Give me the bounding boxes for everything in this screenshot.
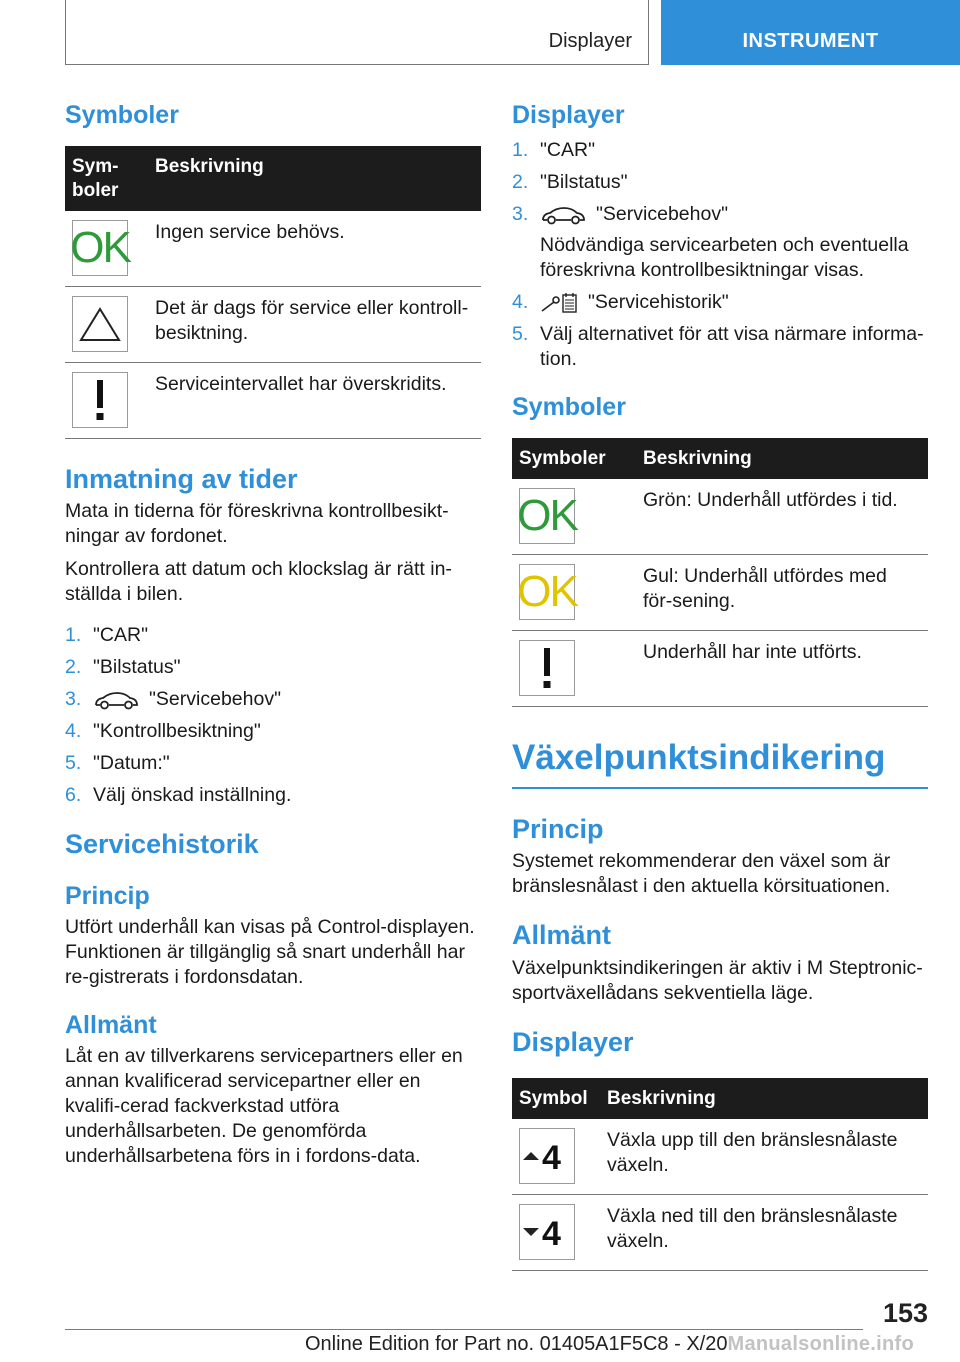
- table-cell-description: Ingen service behövs.: [148, 211, 481, 287]
- page-number: 153: [882, 1298, 928, 1328]
- watermark: Manualsonline.info: [727, 1333, 914, 1355]
- list-item: 1. "CAR": [65, 624, 149, 647]
- list-item: 2. "Bilstatus": [65, 656, 181, 679]
- header-chapter-title: INSTRUMENT: [742, 30, 879, 52]
- left-column: [65, 100, 481, 1169]
- service-symbols-table: [65, 146, 481, 439]
- table-header-row: [512, 438, 928, 479]
- table-row: [65, 211, 481, 287]
- header-section-title: Displayer: [548, 30, 632, 52]
- header-section-box: [65, 0, 649, 65]
- footer-edition: Online Edition for Part no. 01405A1F5C8 - X/20Manualsonline.info: [305, 1333, 914, 1355]
- warning-triangle-icon: [72, 296, 128, 352]
- svg-text:4: 4: [542, 1215, 561, 1254]
- service-history-icon: [540, 292, 578, 314]
- table-header-row: [65, 146, 481, 211]
- inmatning-paragraph-1: Mata in tiderna för föreskrivna kontrollbesikt-ningar av fordonet.: [65, 500, 449, 548]
- shift-down-4-icon: [519, 1204, 575, 1260]
- table-header-symbol: Symbol: [512, 1078, 600, 1119]
- list-item: 1. "CAR": [512, 139, 596, 161]
- inmatning-paragraph-2: Kontrollera att datum och klockslag är rätt in-ställda i bilen.: [65, 558, 452, 606]
- table-row: [512, 479, 928, 555]
- displayer-heading: Displayer: [512, 101, 625, 129]
- inmatning-steps: [65, 623, 481, 808]
- table-cell-description: Gul: Underhåll utfördes med för-sening.: [636, 555, 928, 631]
- list-item: 3. "Servicebehov" Nödvändiga servicearbeten och eventuella föreskrivna kontrollbesiktningar visas.: [512, 202, 928, 283]
- ok-yellow-icon: OK: [519, 564, 575, 620]
- ok-icon: OK: [72, 220, 128, 276]
- table-header-description: Beskrivning: [636, 438, 928, 479]
- heading-underline: [512, 787, 928, 789]
- ok-green-icon: OK: [519, 488, 575, 544]
- list-item: 6. Välj önskad inställning.: [65, 784, 292, 807]
- table-cell-description: Växla upp till den bränslesnålaste växeln.: [600, 1119, 928, 1195]
- car-icon: [540, 205, 586, 225]
- exclamation-icon: [519, 640, 575, 696]
- table-row: [65, 363, 481, 439]
- table-cell-description: Grön: Underhåll utfördes i tid.: [636, 479, 928, 555]
- exclamation-icon: [72, 372, 128, 428]
- list-item: 4. "Kontrollbesiktning": [65, 720, 261, 743]
- header-chapter-tab: [661, 0, 960, 65]
- car-icon: [93, 690, 139, 710]
- gear-princip-heading: Princip: [512, 814, 604, 844]
- table-cell-description: Växla ned till den bränslesnålaste växeln.: [600, 1195, 928, 1271]
- table-header-description: Beskrivning: [600, 1078, 928, 1119]
- gear-displayer-heading: Displayer: [512, 1026, 634, 1057]
- inmatning-heading: Inmatning av tider: [65, 464, 298, 494]
- displayer-steps: [512, 138, 928, 372]
- servicehistorik-heading: Servicehistorik: [65, 829, 259, 860]
- gear-allmant-heading: Allmänt: [512, 920, 612, 951]
- princip-text: Utfört underhåll kan visas på Control-displayen. Funktionen är tillgänglig så snart underhåll har re-gistrerats i fordonsdatan.: [65, 915, 475, 988]
- service-status-symbols-table: [512, 438, 928, 707]
- table-row: [512, 555, 928, 631]
- table-row: [512, 631, 928, 707]
- allmant-text: Låt en av tillverkarens servicepartners eller en annan kvalificerad servicepartner eller en kvalifi-cerad fackverkstad utföra underhållsarbeten. De genomförda underhållsarbetena förs in i fordons-data.: [65, 1044, 463, 1167]
- table-cell-description: Underhåll har inte utförts.: [636, 631, 928, 707]
- list-item: 5. Välj alternativet för att visa närmare informa-tion.: [512, 323, 924, 370]
- table-cell-description: Det är dags för service eller kontroll-besiktning.: [148, 287, 481, 363]
- gear-princip-text: Systemet rekommenderar den växel som är bränslesnålast i den aktuella körsituationen.: [512, 850, 891, 898]
- servicebehov-description: Nödvändiga servicearbeten och eventuella föreskrivna kontrollbesiktningar visas.: [540, 234, 909, 281]
- table-row: [512, 1119, 928, 1195]
- table-header-symbol: Symboler: [512, 438, 636, 479]
- list-item: 5. "Datum:": [65, 752, 170, 775]
- shift-up-4-icon: [519, 1128, 575, 1184]
- right-column: [512, 100, 928, 1271]
- table-header-symbol: Sym- boler: [65, 146, 148, 211]
- symbols-heading-right: Symboler: [512, 393, 626, 421]
- svg-text:4: 4: [542, 1139, 561, 1178]
- table-row: [65, 287, 481, 363]
- footer-divider: [65, 1329, 863, 1330]
- table-header-row: [512, 1078, 928, 1119]
- list-item: 3. "Servicebehov": [65, 688, 281, 711]
- gear-symbols-table: [512, 1078, 928, 1271]
- table-row: [512, 1195, 928, 1271]
- table-header-description: Beskrivning: [148, 146, 481, 211]
- table-cell-description: Serviceintervallet har överskridits.: [148, 363, 481, 439]
- list-item: 4. "Servicehistorik": [512, 291, 729, 313]
- gear-indicator-heading: Växelpunktsindikering: [512, 738, 886, 777]
- gear-allmant-text: Växelpunktsindikeringen är aktiv i M Steptronic-sportväxellådans sekventiella läge.: [512, 956, 923, 1004]
- symbols-heading: Symboler: [65, 101, 179, 129]
- allmant-heading: Allmänt: [65, 1010, 157, 1039]
- princip-heading: Princip: [65, 881, 150, 910]
- list-item: 2. "Bilstatus": [512, 171, 628, 193]
